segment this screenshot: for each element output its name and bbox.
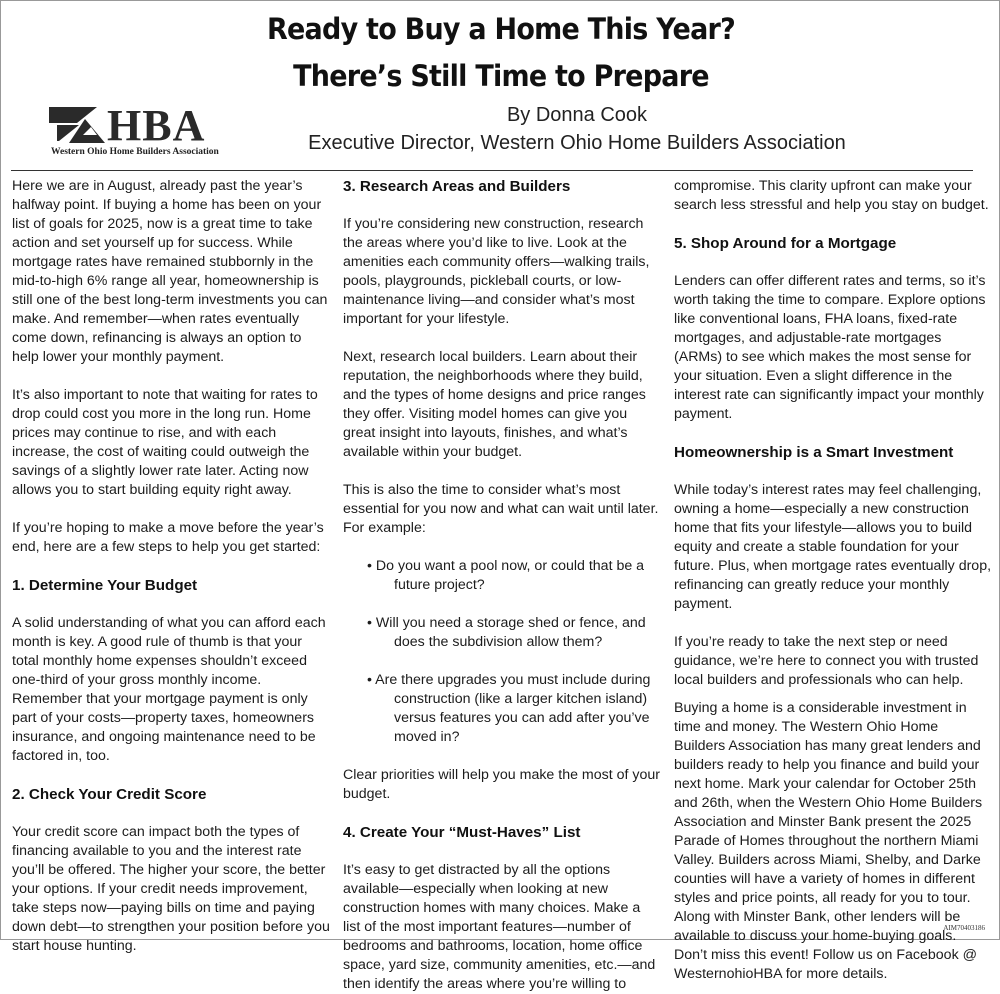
investment-paragraph-1: While today’s interest rates may feel challenging, owning a home—especially a new construction home that fits your lifestyle—allows you to build equity and create a stable foundation for your future. Plus, when mortgage rates eventually drop, refinancing can greatly reduce your monthly payment.: [674, 482, 992, 612]
list-item: • Are there upgrades you must include during construction (like a larger kitchen island) versus features you can add after you’ve moved in?: [367, 672, 651, 745]
example-list: [343, 557, 661, 747]
budget-paragraph: A solid understanding of what you can afford each month is key. A good rule of thumb is that your total monthly home expenses shouldn’t exceed one-third of your gross monthly income. Remember that your mortgage payment is only part of your costs—property taxes, homeowners insurance, and ongoing maintenance need to be factored in, too.: [12, 615, 326, 764]
section-heading-investment: Homeownership is a Smart Investment: [674, 444, 954, 461]
logo-subtitle: Western Ohio Home Builders Association: [51, 147, 219, 157]
byline-author: By Donna Cook: [506, 104, 648, 126]
research-paragraph-3: This is also the time to consider what’s most essential for you now and what can wait until later. For example:: [343, 482, 659, 536]
article-column-2: [343, 177, 661, 992]
ad-code: AIM70403186: [943, 924, 985, 932]
article-column-3: [674, 177, 992, 982]
research-paragraph-1: If you’re considering new construction, research the areas where you’d like to live. Look at the amenities each community offers—walking trails, pools, playgrounds, pickleball courts, or low-maintenance living—and consider what’s most important for your lifestyle.: [343, 216, 650, 327]
credit-paragraph: Your credit score can impact both the types of financing available to you and the interest rate you’ll be offered. The higher your score, the better your options. If your credit needs improvement, take steps now—paying bills on time and paying down debt—to strengthen your position before you start house hunting.: [12, 824, 330, 954]
must-haves-paragraph-continued: compromise. This clarity upfront can make your search less stressful and help you stay on budget.: [674, 178, 989, 213]
logo-wordmark: HBA: [107, 101, 206, 150]
column-3-content: [674, 177, 992, 984]
hba-logo: [47, 101, 227, 161]
investment-paragraph-3: Buying a home is a considerable investment in time and money. The Western Ohio Home Builders Association has many great lenders and builders ready to help you finance and build your next home. Mark your calendar for October 25th and 26th, when the Western Ohio Home Builders Association and Minster Bank present the 2025 Parade of Homes throughout the northern Miami Valley. Builders across Miami, Shelby, and Darke counties will have a variety of homes in different styles and price points, all ready for you to tour. Along with Minster Bank, other lenders will be available to discuss your home-buying goals. Don’t miss this event! Follow us on Facebook @ WesternohioHBA for more details.: [674, 700, 983, 982]
roof-chevron-icon: [49, 107, 105, 145]
intro-paragraph-1: Here we are in August, already past the year’s halfway point. If buying a home has been on your list of goals for 2025, now is a great time to take action and set yourself up for success. While mortgage rates have remained stubbornly in the mid-to-high 6% range all year, homeownership is still one of the best long-term investments you can make. And remember—when rates eventually come down, refinancing is always an option to help lower your monthly payment.: [12, 178, 328, 365]
byline-role: Executive Director, Western Ohio Home Builders Association: [308, 132, 846, 154]
mortgage-paragraph: Lenders can offer different rates and terms, so it’s worth taking the time to compare. Explore options like conventional loans, FHA loans, fixed-rate mortgages, and adjustable-rate mortgages (ARMs) to see which makes the most sense for your situation. Even a slight difference in the interest rate can significantly impact your monthly payment.: [674, 273, 986, 422]
intro-paragraph-2: It’s also important to note that waiting for rates to drop could cost you more in the long run. Home prices may continue to rise, and with each increase, the cost of waiting could outweigh the savings of a slightly lower rate later. Acting now allows you to start building equity right away.: [12, 387, 318, 498]
research-paragraph-2: Next, research local builders. Learn about their reputation, the neighborhoods where they build, and the types of home designs and price ranges they offer. Visiting model homes can give you great insight into layouts, finishes, and what’s available within your budget.: [343, 349, 646, 460]
section-heading-must-haves: 4. Create Your “Must-Haves” List: [343, 824, 581, 841]
article-column-1: [12, 177, 330, 954]
section-heading-credit: 2. Check Your Credit Score: [12, 786, 207, 803]
research-paragraph-4: Clear priorities will help you make the most of your budget.: [343, 767, 660, 802]
section-heading-mortgage: 5. Shop Around for a Mortgage: [674, 235, 897, 252]
section-heading-budget: 1. Determine Your Budget: [12, 577, 198, 594]
header-divider: [11, 170, 973, 171]
must-haves-paragraph: It’s easy to get distracted by all the options available—especially when looking at new construction homes with many choices. Make a list of the most important features—number of bedrooms and bathrooms, location, home office space, yard size, community amenities, etc.—and then identify the areas where you’re willing to: [343, 862, 656, 992]
list-item: • Do you want a pool now, or could that be a future project?: [367, 558, 645, 593]
headline-line-2: There’s Still Time to Prepare: [293, 59, 709, 93]
investment-paragraph-2: If you’re ready to take the next step or need guidance, we’re here to connect you with trusted local builders and professionals who can help.: [674, 634, 979, 688]
intro-paragraph-3: If you’re hoping to make a move before the year’s end, here are a few steps to help you get started:: [12, 520, 324, 555]
list-item: • Will you need a storage shed or fence, and does the subdivision allow them?: [367, 615, 646, 650]
headline-line-1: Ready to Buy a Home This Year?: [266, 12, 735, 46]
section-heading-research: 3. Research Areas and Builders: [343, 178, 571, 195]
